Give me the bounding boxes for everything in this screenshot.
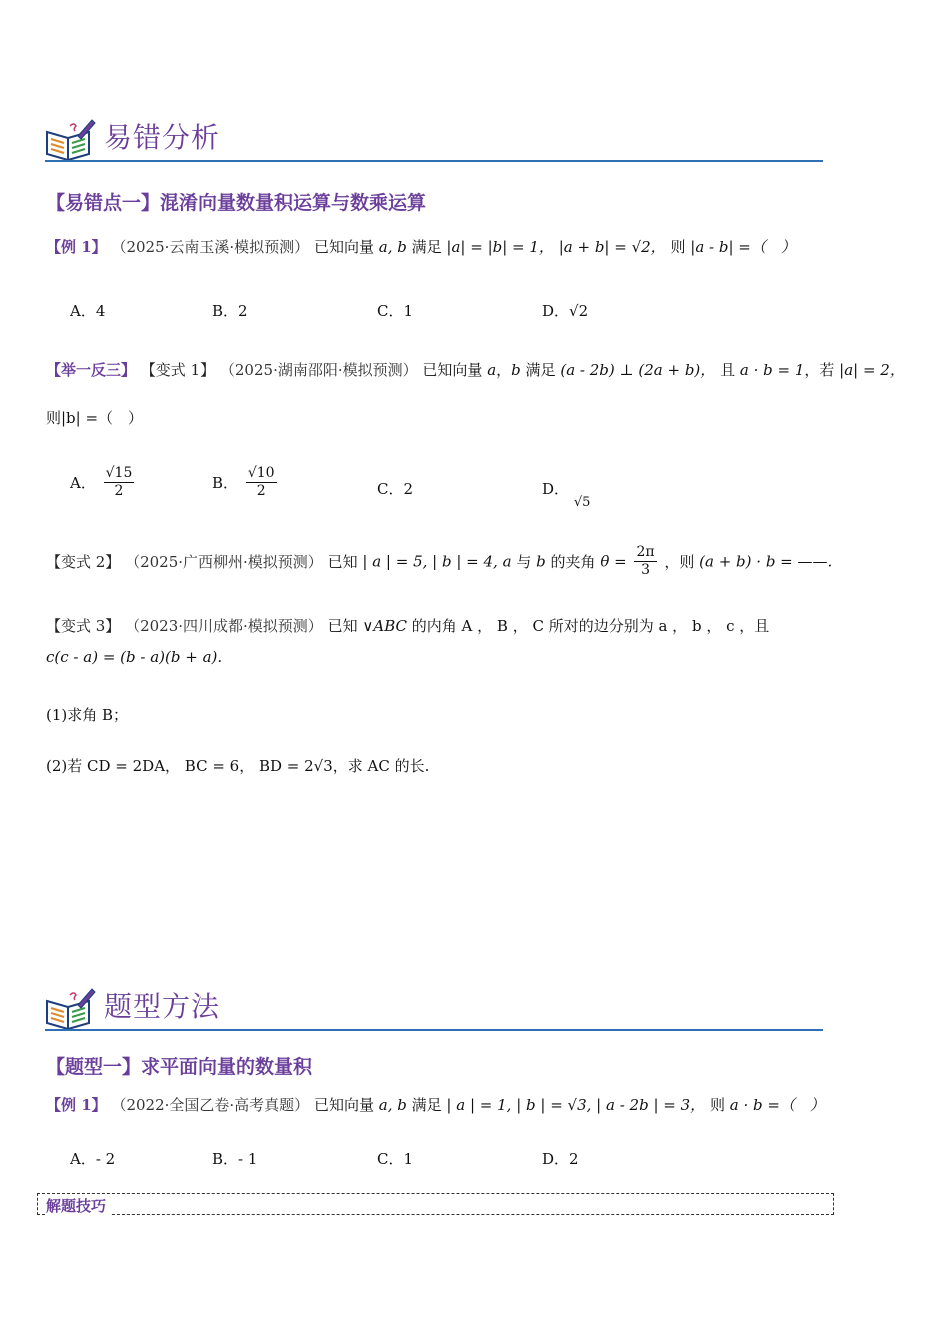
condition-formula: (a - 2b) ⊥ (2a + b)，	[560, 361, 716, 379]
variant-3-equation: c(c - a) = (b - a)(b + a).	[46, 648, 223, 666]
example-source: （2022·全国乙卷·高考真题）	[111, 1096, 310, 1114]
theta-formula: θ =	[600, 552, 627, 571]
example-text: 则	[709, 1096, 725, 1114]
option-a	[70, 465, 137, 500]
variant-tag: 【变式 3】	[46, 617, 121, 635]
question-part-2: (2)若 CD = 2DA， BC = 6， BD = 2√3，求 AC 的长.	[46, 757, 430, 775]
variant-text: 满足	[525, 361, 556, 379]
option-c: C．1	[377, 302, 414, 320]
option-d	[542, 478, 591, 510]
variant-text: 已知	[327, 553, 358, 571]
example-1-line	[46, 236, 796, 257]
option-b: B．2	[212, 302, 248, 320]
tips-box	[37, 1193, 834, 1215]
question-part-1: (1)求角 B；	[46, 706, 129, 724]
variant-text: 已知向量	[422, 361, 483, 379]
option-b	[212, 465, 280, 500]
condition-formula: | a | = 1, | b | = √3, | a - 2b | = 3，	[446, 1096, 706, 1114]
example-text: 则	[670, 238, 686, 256]
variant-source: （2023·四川成都·模拟预测）	[125, 617, 323, 635]
option-d: D．2	[542, 1150, 579, 1168]
example-source: （2025·云南玉溪·模拟预测）	[111, 238, 310, 256]
option-value: √5	[573, 495, 591, 510]
book-pen-icon	[44, 987, 96, 1031]
condition-formula: |a| = 2，	[839, 361, 905, 379]
section-title-methods: 题型方法	[104, 990, 221, 1023]
fraction-denominator: 2	[256, 483, 266, 499]
example-text: 已知向量	[313, 238, 374, 256]
example-tag: 【例 1】	[46, 1096, 107, 1114]
variant-1-line	[46, 359, 905, 380]
section-divider	[45, 160, 823, 162]
question-formula: |a - b| =（ ）	[690, 238, 796, 256]
variant-text: ，若	[804, 361, 835, 379]
fraction-denominator: 3	[641, 562, 650, 578]
option-c: C．1	[377, 1150, 414, 1168]
variant-text: 且	[720, 361, 736, 379]
option-label: A．	[70, 474, 96, 492]
variant-source: （2025·广西柳州·模拟预测）	[125, 553, 323, 571]
condition-formula: |a| = |b| = 1，	[446, 238, 554, 256]
option-a: A．- 2	[70, 1150, 116, 1168]
condition-formula: | a | = 5, | b | = 4, a	[362, 552, 512, 571]
variant-var: b	[511, 361, 521, 379]
variant-tag: 【变式 1】	[140, 361, 216, 379]
triangle-label: ∨ABC	[362, 617, 407, 635]
question-type-heading: 【题型一】求平面向量的数量积	[46, 1056, 313, 1078]
variant-text: 与	[516, 553, 532, 571]
fraction-numerator: √10	[247, 465, 275, 481]
variant-text: ，	[496, 361, 512, 379]
condition-formula: a · b = 1	[739, 361, 805, 379]
option-a: A．4	[70, 302, 106, 320]
variant-var: a	[487, 361, 497, 379]
question-formula: (a + b) · b = ——.	[699, 552, 833, 571]
variant-text: 的夹角	[550, 553, 596, 571]
variant-text: 的内角 A ， B ， C 所对的边分别为 a ， b ， c ，且	[411, 617, 770, 635]
fraction	[246, 465, 277, 500]
variant-1-question: 则|b| =（ ）	[46, 409, 144, 427]
fraction	[104, 465, 135, 500]
variant-source: （2025·湖南邵阳·模拟预测）	[219, 361, 418, 379]
section-divider	[45, 1029, 823, 1031]
example-vars: a, b	[378, 1096, 407, 1114]
option-d: D．√2	[542, 302, 589, 320]
type-example-line	[46, 1094, 825, 1115]
variant-text: 已知	[327, 617, 358, 635]
example-text: 已知向量	[313, 1096, 374, 1114]
option-b: B．- 1	[212, 1150, 258, 1168]
example-tag: 【例 1】	[46, 238, 107, 256]
tips-label: 解题技巧	[46, 1195, 110, 1216]
book-pen-icon	[44, 118, 96, 162]
fraction-numerator: 2π	[636, 544, 655, 560]
variant-tag: 【举一反三】	[46, 361, 137, 379]
variant-var: b	[536, 552, 546, 571]
variant-text: ，则	[664, 553, 695, 571]
variant-tag: 【变式 2】	[46, 553, 121, 571]
example-vars: a, b	[378, 238, 407, 256]
option-label: B．	[212, 474, 239, 492]
fraction-numerator: √15	[105, 465, 133, 481]
example-text: 满足	[411, 1096, 442, 1114]
option-c: C．2	[377, 480, 414, 498]
fraction	[634, 544, 656, 579]
option-label: D．	[542, 480, 570, 498]
condition-formula: |a + b| = √2，	[558, 238, 666, 256]
fraction-denominator: 2	[114, 483, 124, 499]
example-text: 满足	[411, 238, 442, 256]
section-title-errors: 易错分析	[104, 121, 221, 154]
variant-3-line	[46, 615, 769, 636]
error-point-heading: 【易错点一】混淆向量数量积运算与数乘运算	[46, 192, 427, 214]
question-formula: a · b =（ ）	[729, 1096, 825, 1114]
variant-2-line	[46, 544, 832, 579]
